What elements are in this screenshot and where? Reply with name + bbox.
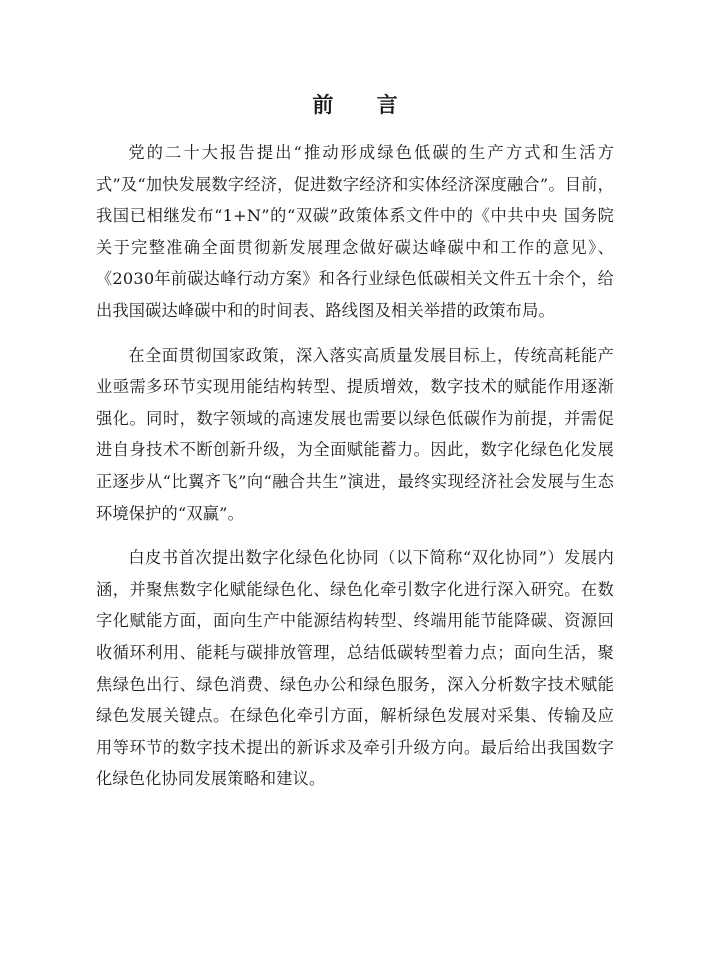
paragraph-2: 在全面贯彻国家政策，深入落实高质量发展目标上，传统高耗能产业亟需多环节实现用能结构转型、提质增效，数字技术的赋能作用逐渐强化。同时，数字领域的高速发展也需要以绿色低碳作为前提，并需促进自身技术不断创新升级，为全面赋能蓄力。因此，数字化绿色化发展正逐步从“比翼齐飞”向“融合共生”演进，最终实现经济社会发展与生态环境保护的“双赢”。 — [96, 345, 614, 523]
document-body — [96, 137, 614, 795]
paragraph-1: 党的二十大报告提出“推动形成绿色低碳的生产方式和生活方式”及“加快发展数字经济，促进数字经济和实体经济深度融合”。目前，我国已相继发布“1+N”的“双碳”政策体系文件中的《中共中央 国务院关于完整准确全面贯彻新发展理念做好碳达峰碳中和工作的意见》、《2030年前碳达峰行动方案》和各行业绿色低碳相关文件五十余个，给出我国碳达峰碳中和的时间表、路线图及相关举措的政策布局。 — [96, 143, 614, 320]
page-title: 前 言 — [312, 92, 416, 117]
paragraph-3: 白皮书首次提出数字化绿色化协同（以下简称“双化协同”）发展内涵，并聚焦数字化赋能绿色化、绿色化牵引数字化进行深入研究。在数字化赋能方面，面向生产中能源结构转型、终端用能节能降碳、资源回收循环利用、能耗与碳排放管理，总结低碳转型着力点；面向生活，聚焦绿色出行、绿色消费、绿色办公和绿色服务，深入分析数字技术赋能绿色发展关键点。在绿色化牵引方面，解析绿色发展对采集、传输及应用等环节的数字技术提出的新诉求及牵引升级方向。最后给出我国数字化绿色化协同发展策略和建议。 — [96, 548, 614, 789]
